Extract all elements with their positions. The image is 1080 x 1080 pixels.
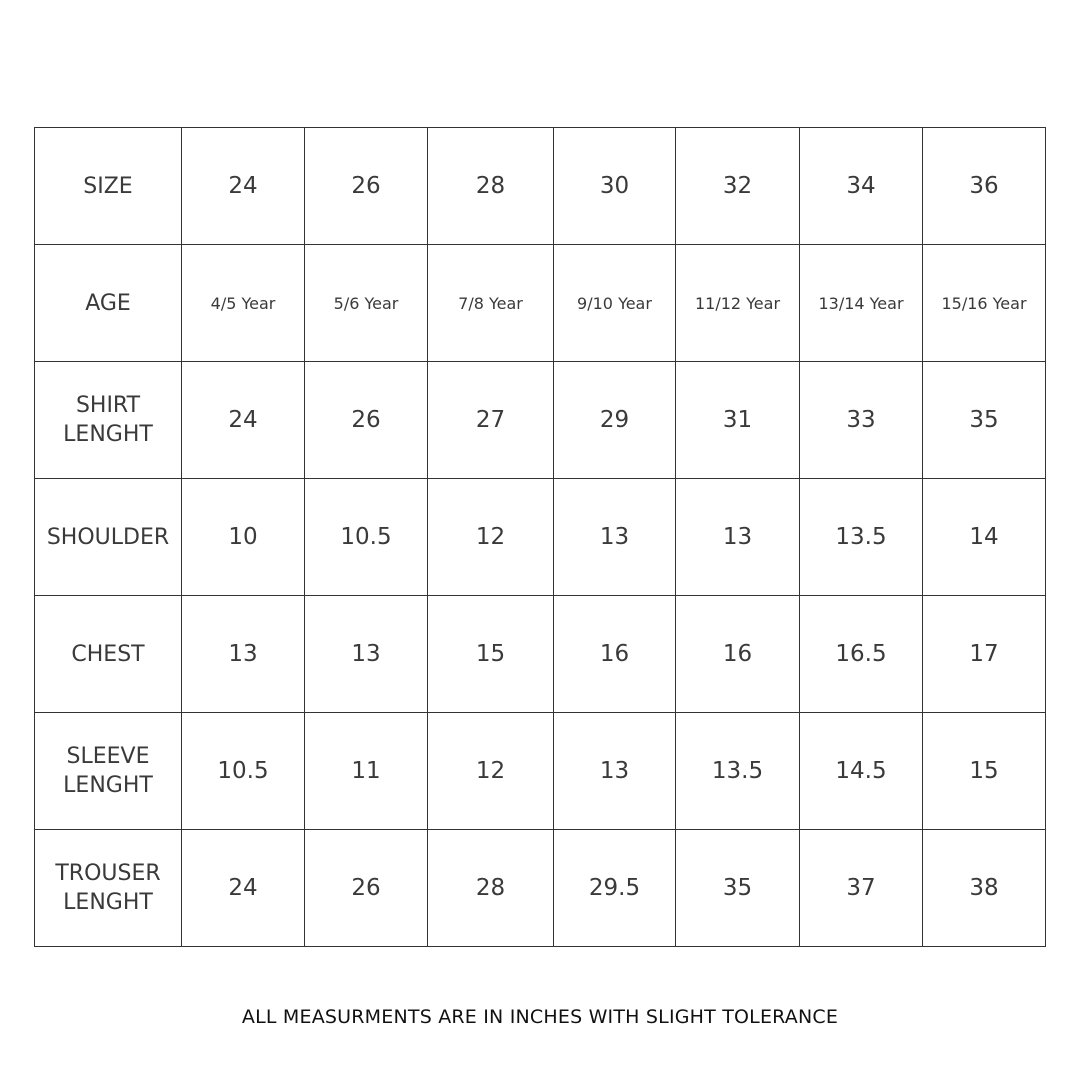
cell-value: 11 [305, 713, 428, 830]
cell-value: 10 [182, 479, 305, 596]
cell-value: 24 [182, 128, 305, 245]
cell-value: 12 [428, 479, 554, 596]
cell-value: 15 [428, 596, 554, 713]
cell-value: 5/6 Year [305, 245, 428, 362]
cell-value: 32 [676, 128, 800, 245]
cell-value: 11/12 Year [676, 245, 800, 362]
cell-value: 7/8 Year [428, 245, 554, 362]
cell-value: 4/5 Year [182, 245, 305, 362]
cell-value: 10.5 [182, 713, 305, 830]
row-label: SLEEVE LENGHT [35, 713, 182, 830]
row-label: SHOULDER [35, 479, 182, 596]
cell-value: 27 [428, 362, 554, 479]
cell-value: 13.5 [676, 713, 800, 830]
cell-value: 13/14 Year [800, 245, 923, 362]
row-chest [35, 596, 1046, 713]
size-chart-table [34, 127, 1046, 947]
cell-value: 14 [923, 479, 1046, 596]
cell-value: 14.5 [800, 713, 923, 830]
cell-value: 16 [676, 596, 800, 713]
cell-value: 9/10 Year [554, 245, 676, 362]
cell-value: 13.5 [800, 479, 923, 596]
cell-value: 28 [428, 128, 554, 245]
cell-value: 35 [923, 362, 1046, 479]
cell-value: 31 [676, 362, 800, 479]
row-label: CHEST [35, 596, 182, 713]
cell-value: 12 [428, 713, 554, 830]
cell-value: 26 [305, 830, 428, 947]
row-label: TROUSER LENGHT [35, 830, 182, 947]
cell-value: 13 [554, 479, 676, 596]
cell-value: 17 [923, 596, 1046, 713]
cell-value: 37 [800, 830, 923, 947]
cell-value: 13 [676, 479, 800, 596]
cell-value: 26 [305, 128, 428, 245]
row-shoulder [35, 479, 1046, 596]
cell-value: 15/16 Year [923, 245, 1046, 362]
cell-value: 28 [428, 830, 554, 947]
cell-value: 36 [923, 128, 1046, 245]
cell-value: 26 [305, 362, 428, 479]
cell-value: 16.5 [800, 596, 923, 713]
row-size [35, 128, 1046, 245]
cell-value: 29 [554, 362, 676, 479]
row-age [35, 245, 1046, 362]
cell-value: 33 [800, 362, 923, 479]
row-shirt-length [35, 362, 1046, 479]
cell-value: 34 [800, 128, 923, 245]
row-sleeve-length [35, 713, 1046, 830]
measurement-note: ALL MEASURMENTS ARE IN INCHES WITH SLIGHT TOLERANCE [241, 1006, 839, 1028]
cell-value: 24 [182, 830, 305, 947]
cell-value: 29.5 [554, 830, 676, 947]
cell-value: 35 [676, 830, 800, 947]
cell-value: 15 [923, 713, 1046, 830]
cell-value: 16 [554, 596, 676, 713]
row-label: SHIRT LENGHT [35, 362, 182, 479]
cell-value: 10.5 [305, 479, 428, 596]
row-trouser-length [35, 830, 1046, 947]
row-label: SIZE [35, 128, 182, 245]
cell-value: 13 [554, 713, 676, 830]
cell-value: 13 [305, 596, 428, 713]
cell-value: 38 [923, 830, 1046, 947]
cell-value: 13 [182, 596, 305, 713]
cell-value: 30 [554, 128, 676, 245]
cell-value: 24 [182, 362, 305, 479]
row-label: AGE [35, 245, 182, 362]
